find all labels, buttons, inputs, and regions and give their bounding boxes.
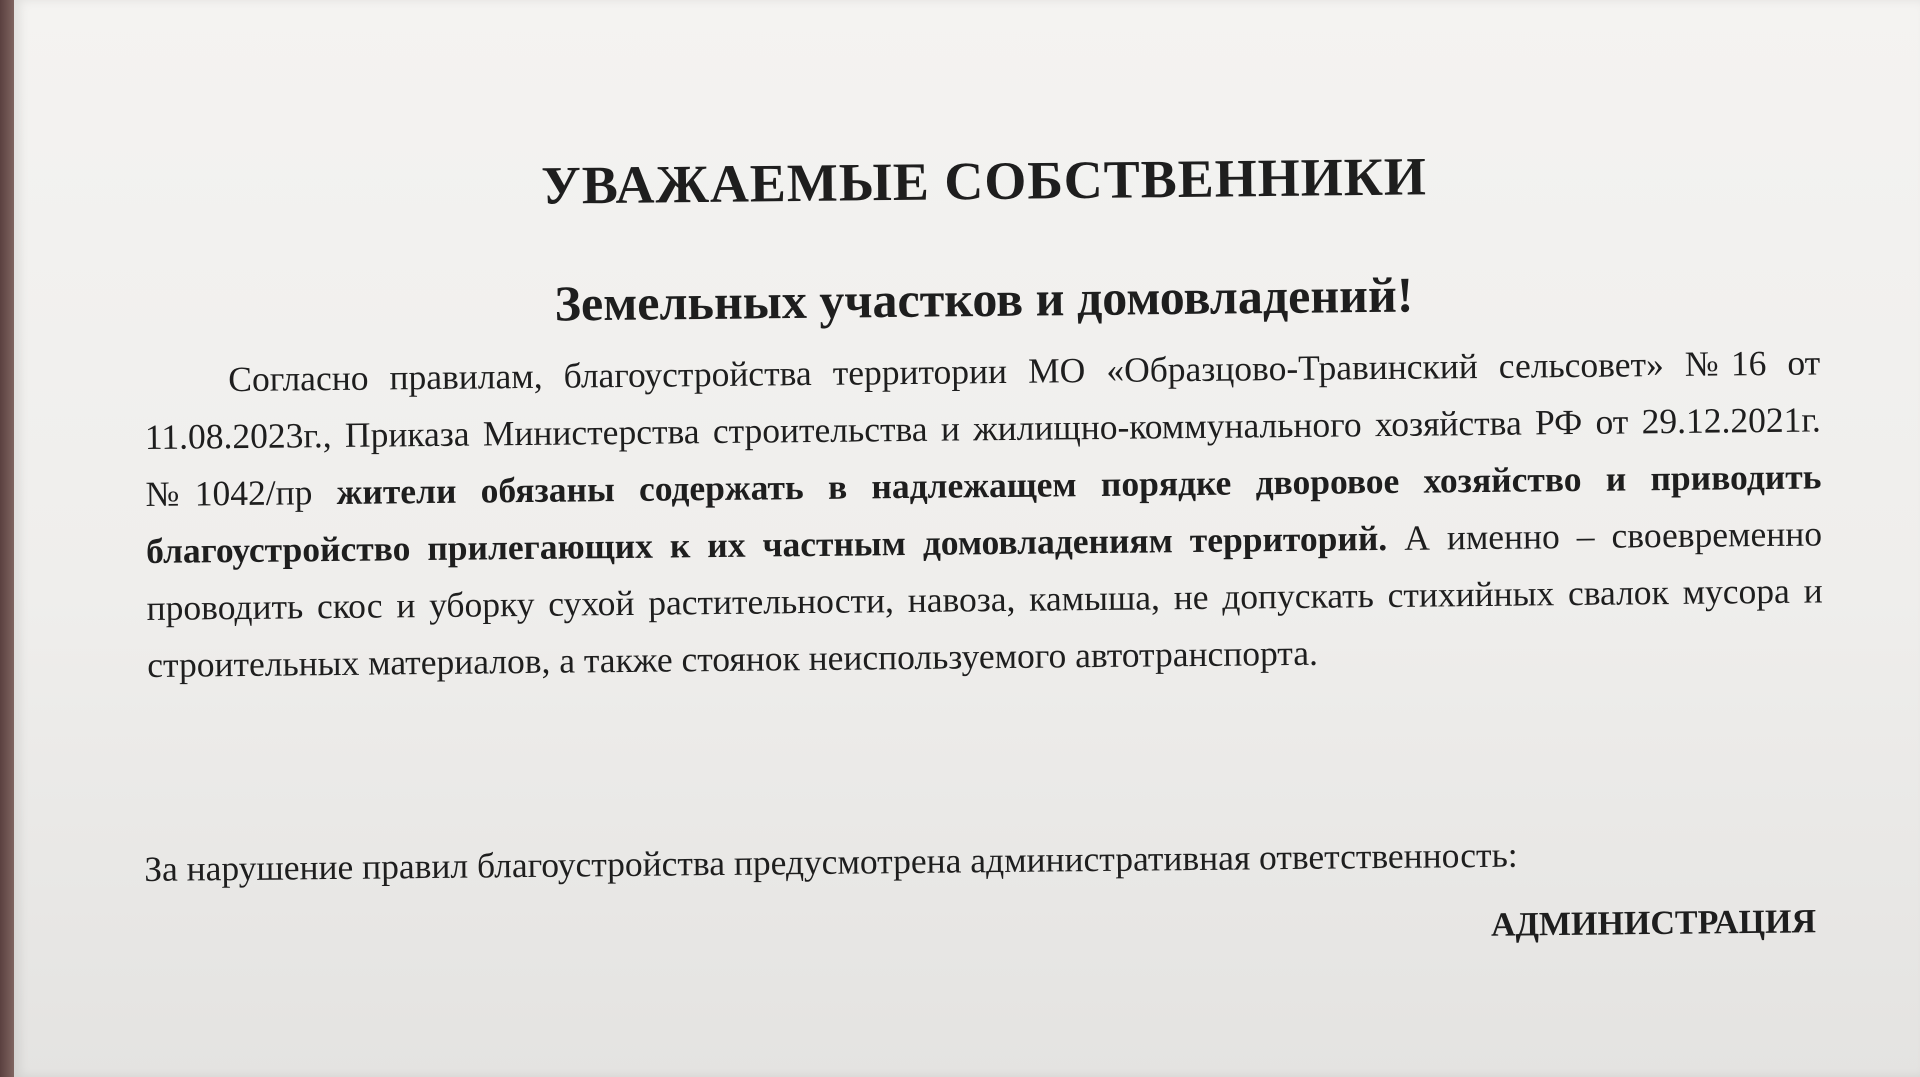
liability-statement: За нарушение правил благоустройства предусмотрена административная ответственность:	[144, 834, 1518, 889]
body-obligation: жители обязаны содержать в надлежащем порядке дворовое хозяйство и приводить благоустройство прилегающих к их частным домовладениям территорий.	[145, 456, 1822, 571]
signature: АДМИНИСТРАЦИЯ	[1490, 903, 1817, 944]
notice-subtitle: Земельных участков и домовладений!	[554, 266, 1414, 332]
body-details: А именно – своевременно проводить скос и уборку сухой растительности, навоза, камыша, не допускать стихийных свалок мусора и строительных материалов, а также стоянок неиспользуемого автотранспорта.	[146, 513, 1823, 685]
notice-body	[144, 334, 1823, 694]
notice-sheet	[14, 0, 1920, 1077]
notice-title: УВАЖАЕМЫЕ СОБСТВЕННИКИ	[540, 146, 1428, 216]
body-intro: Согласно правилам, благоустройства территории МО «Образцово-Травинский сельсовет» №16 от 11.08.2023г., Приказа Министерства строительства и жилищно-коммунального хозяйства РФ от 29.12.2021г. №1042/пр	[144, 342, 1822, 514]
